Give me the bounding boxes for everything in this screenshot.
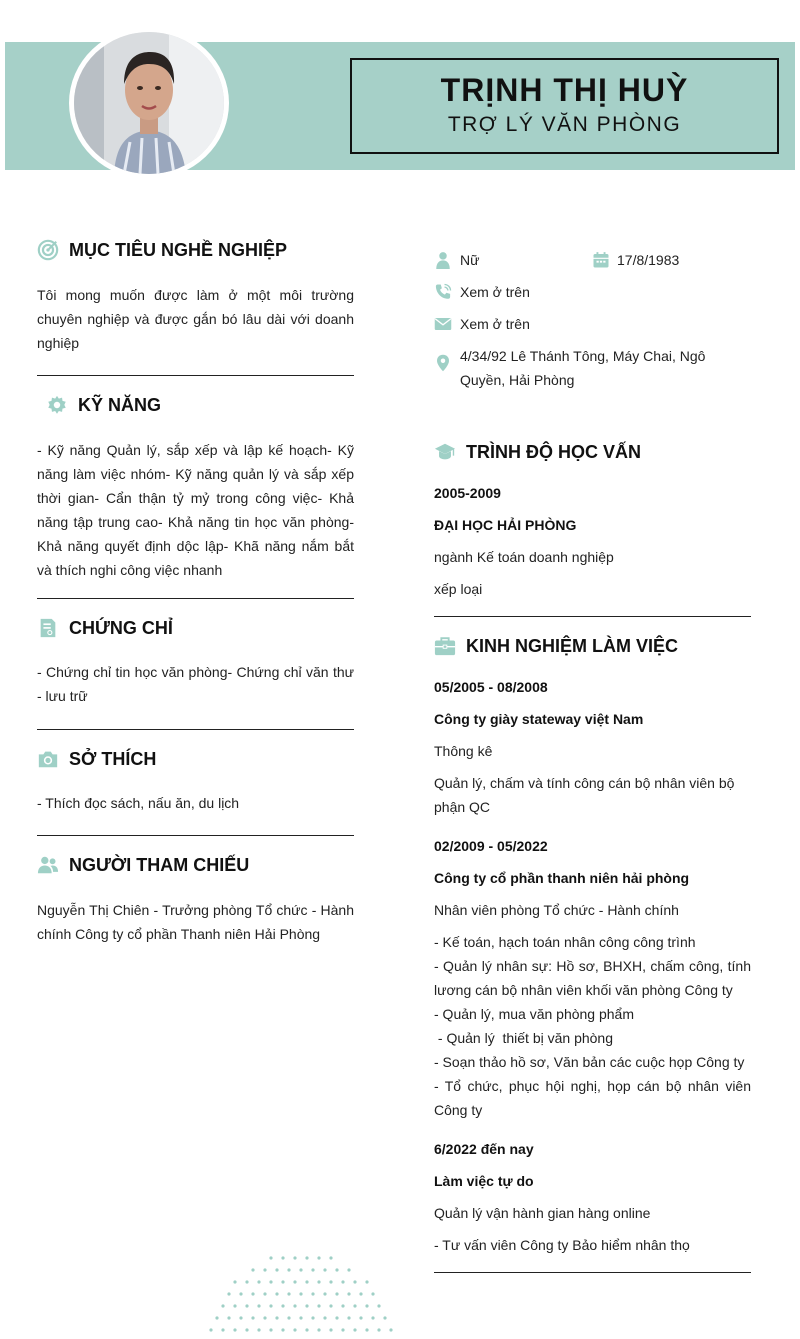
divider [434, 1272, 751, 1273]
job-description: - Tư vấn viên Công ty Bảo hiểm nhân thọ [434, 1237, 690, 1253]
job-entry [434, 1137, 751, 1257]
decorative-dot [281, 1304, 284, 1307]
education-major: ngành Kế toán doanh nghiệp [434, 549, 614, 565]
decorative-dot [293, 1256, 296, 1259]
decorative-dot [365, 1280, 368, 1283]
decorative-dot [257, 1304, 260, 1307]
decorative-dot [305, 1280, 308, 1283]
decorative-dot [329, 1280, 332, 1283]
decorative-dot [245, 1280, 248, 1283]
job-description-line: - Soạn thảo hồ sơ, Văn bản các cuộc họp Công ty [434, 1054, 745, 1070]
decorative-dot [353, 1280, 356, 1283]
decorative-dot [233, 1280, 236, 1283]
job-role: Nhân viên phòng Tổ chức - Hành chính [434, 902, 679, 918]
certificates-text: - Chứng chỉ tin học văn phòng- Chứng chỉ văn thư - lưu trữ [37, 664, 354, 704]
education-grade: xếp loại [434, 581, 483, 597]
decorative-dot [287, 1268, 290, 1271]
decorative-dot [263, 1316, 266, 1319]
decorative-dot [233, 1304, 236, 1307]
decorative-dot [281, 1328, 284, 1331]
decorative-dot [329, 1256, 332, 1259]
decorative-dot [317, 1304, 320, 1307]
email-value: Xem ở trên [460, 316, 530, 332]
decorative-dot [251, 1316, 254, 1319]
job-description-line: - Kế toán, hạch toán nhân công công trình [434, 934, 696, 950]
camera-icon [37, 748, 59, 770]
decorative-dot [377, 1304, 380, 1307]
experience-title-text: KINH NGHIỆM LÀM VIỆC [466, 635, 679, 656]
left-column [37, 236, 354, 946]
envelope-icon [434, 315, 452, 333]
decorative-dot [311, 1292, 314, 1295]
decorative-dot [239, 1316, 242, 1319]
hobbies-title-text: SỞ THÍCH [69, 748, 157, 769]
job-description: Quản lý, chấm và tính công cán bộ nhân viên bộ phận QC [434, 775, 735, 815]
decorative-dot [335, 1292, 338, 1295]
job-period: 02/2009 - 05/2022 [434, 838, 548, 854]
calendar-icon [592, 251, 610, 269]
decorative-dot [263, 1268, 266, 1271]
decorative-dot [365, 1328, 368, 1331]
job-description-line: - Quản lý nhân sự: Hồ sơ, BHXH, chấm công, tính lương cán bộ nhân viên khối văn phòng Công ty [434, 958, 751, 998]
objective-text: Tôi mong muốn được làm ở một môi trường chuyên nghiệp và được gắn bó lâu dài với doanh nghiệp [37, 287, 354, 351]
decorative-dot [323, 1268, 326, 1271]
decorative-dot [353, 1304, 356, 1307]
objective-title [37, 236, 354, 264]
address-value: 4/34/92 Lê Thánh Tông, Máy Chai, Ngô Quyền, Hải Phòng [460, 348, 706, 388]
decorative-dot [359, 1316, 362, 1319]
decorative-dot [227, 1292, 230, 1295]
job-description [434, 930, 751, 1122]
decorative-dot [287, 1292, 290, 1295]
objective-title-text: MỤC TIÊU NGHỀ NGHIỆP [69, 239, 288, 260]
job-role: Thông kê [434, 743, 493, 759]
decorative-dot [371, 1292, 374, 1295]
decorative-dot [293, 1280, 296, 1283]
decorative-dot [389, 1328, 392, 1331]
decorative-dot [347, 1268, 350, 1271]
decorative-dot [233, 1328, 236, 1331]
decorative-dot [257, 1328, 260, 1331]
location-pin-icon [434, 354, 452, 372]
decorative-dot [269, 1256, 272, 1259]
decorative-dot [245, 1328, 248, 1331]
education-title-text: TRÌNH ĐỘ HỌC VẤN [466, 441, 641, 462]
job-entry [434, 675, 751, 819]
address-row [434, 344, 751, 392]
decorative-dot [287, 1316, 290, 1319]
decorative-dot [263, 1292, 266, 1295]
decorative-dot [269, 1304, 272, 1307]
decorative-dot [329, 1304, 332, 1307]
decorative-dot [221, 1328, 224, 1331]
decorative-dot [275, 1316, 278, 1319]
job-description-line: - Quản lý, mua văn phòng phẩm [434, 1006, 635, 1022]
decorative-dot [275, 1292, 278, 1295]
decorative-dot-pattern [205, 1252, 395, 1339]
divider [37, 598, 354, 599]
education-school: ĐẠI HỌC HẢI PHÒNG [434, 517, 577, 533]
hobbies-text: - Thích đọc sách, nấu ăn, du lịch [37, 795, 240, 811]
job-description-line: - Tổ chức, phục hội nghị, họp cán bộ nhân viên Công ty [434, 1078, 751, 1118]
decorative-dot [305, 1328, 308, 1331]
decorative-dot [215, 1316, 218, 1319]
references-text: Nguyễn Thị Chiên - Trưởng phòng Tổ chức - Hành chính Công ty cổ phần Thanh niên Hải Phòng [37, 902, 354, 942]
skills-text: - Kỹ năng Quản lý, sắp xếp và lập kế hoạch- Kỹ năng làm việc nhóm- Kỹ năng quản lý và sắp xếp thời gian- Cẩn thận tỷ mỷ trong công việc- Khả năng tập trung cao- Khả năng tin học văn phòng- Khả năng quyết định dộc lập- Khã năng nắm bắt và thích nghi công việc nhanh [37, 442, 354, 578]
decorative-dot [311, 1268, 314, 1271]
decorative-dot [335, 1316, 338, 1319]
decorative-dot [359, 1292, 362, 1295]
decorative-dot [317, 1328, 320, 1331]
phone-row [434, 280, 751, 304]
decorative-dot [269, 1280, 272, 1283]
job-company: Làm việc tự do [434, 1173, 534, 1189]
decorative-dot [323, 1316, 326, 1319]
decorative-dot [323, 1292, 326, 1295]
decorative-dot [275, 1268, 278, 1271]
education-period: 2005-2009 [434, 485, 501, 501]
target-icon [37, 239, 59, 261]
decorative-dot [293, 1328, 296, 1331]
divider [37, 375, 354, 376]
hobbies-title [37, 745, 354, 773]
job-role: Quản lý vận hành gian hàng online [434, 1205, 651, 1221]
decorative-dot [299, 1268, 302, 1271]
decorative-dot [365, 1304, 368, 1307]
birthday-value: 17/8/1983 [617, 252, 680, 268]
decorative-dot [329, 1328, 332, 1331]
gender-row [434, 248, 592, 272]
references-title [37, 851, 354, 879]
decorative-dot [341, 1328, 344, 1331]
decorative-dot [251, 1268, 254, 1271]
decorative-dot [221, 1304, 224, 1307]
divider [37, 835, 354, 836]
experience-title [434, 632, 751, 660]
education-title [434, 438, 751, 466]
decorative-dot [209, 1328, 212, 1331]
decorative-dot [383, 1316, 386, 1319]
decorative-dot [377, 1328, 380, 1331]
email-row [434, 312, 751, 336]
decorative-dot [341, 1280, 344, 1283]
references-title-text: NGƯỜI THAM CHIẾU [69, 854, 250, 875]
profile-photo [69, 27, 229, 179]
skills-title [37, 391, 354, 419]
decorative-dot [293, 1304, 296, 1307]
decorative-dot [317, 1256, 320, 1259]
divider [434, 616, 751, 617]
decorative-dot [269, 1328, 272, 1331]
briefcase-icon [434, 635, 456, 657]
decorative-dot [239, 1292, 242, 1295]
decorative-dot [335, 1268, 338, 1271]
certificates-title [37, 614, 354, 642]
decorative-dot [281, 1256, 284, 1259]
decorative-dot [251, 1292, 254, 1295]
decorative-dot [311, 1316, 314, 1319]
decorative-dot [341, 1304, 344, 1307]
decorative-dot [347, 1316, 350, 1319]
certificate-icon [37, 617, 59, 639]
gear-icon [46, 394, 68, 416]
decorative-dot [305, 1256, 308, 1259]
decorative-dot [347, 1292, 350, 1295]
decorative-dot [371, 1316, 374, 1319]
decorative-dot [299, 1316, 302, 1319]
person-icon [434, 251, 452, 269]
decorative-dot [305, 1304, 308, 1307]
candidate-position: TRỢ LÝ VĂN PHÒNG [447, 113, 682, 136]
phone-value: Xem ở trên [460, 284, 530, 300]
graduation-cap-icon [434, 441, 456, 463]
skills-title-text: KỸ NĂNG [78, 394, 162, 415]
phone-icon [434, 283, 452, 301]
certificates-title-text: CHỨNG CHỈ [69, 617, 173, 638]
decorative-dot [281, 1280, 284, 1283]
decorative-dot [299, 1292, 302, 1295]
job-period: 6/2022 đến nay [434, 1141, 534, 1157]
job-entry [434, 834, 751, 1122]
right-column [434, 248, 751, 1273]
job-description-line: - Quản lý thiết bị văn phòng [434, 1030, 613, 1046]
decorative-dot [245, 1304, 248, 1307]
job-company: Công ty giày stateway việt Nam [434, 711, 644, 727]
profile-photo-image [74, 32, 224, 174]
gender-value: Nữ [460, 252, 480, 268]
job-period: 05/2005 - 08/2008 [434, 679, 548, 695]
candidate-name: TRỊNH THỊ HUỲ [440, 72, 689, 108]
contact-row-1 [434, 248, 751, 272]
birthday-row [592, 248, 679, 272]
divider [37, 729, 354, 730]
decorative-dot [227, 1316, 230, 1319]
decorative-dot [353, 1328, 356, 1331]
people-icon [37, 854, 59, 876]
name-box [350, 58, 779, 154]
job-company: Công ty cổ phần thanh niên hải phòng [434, 870, 690, 886]
decorative-dot [317, 1280, 320, 1283]
decorative-dot [257, 1280, 260, 1283]
